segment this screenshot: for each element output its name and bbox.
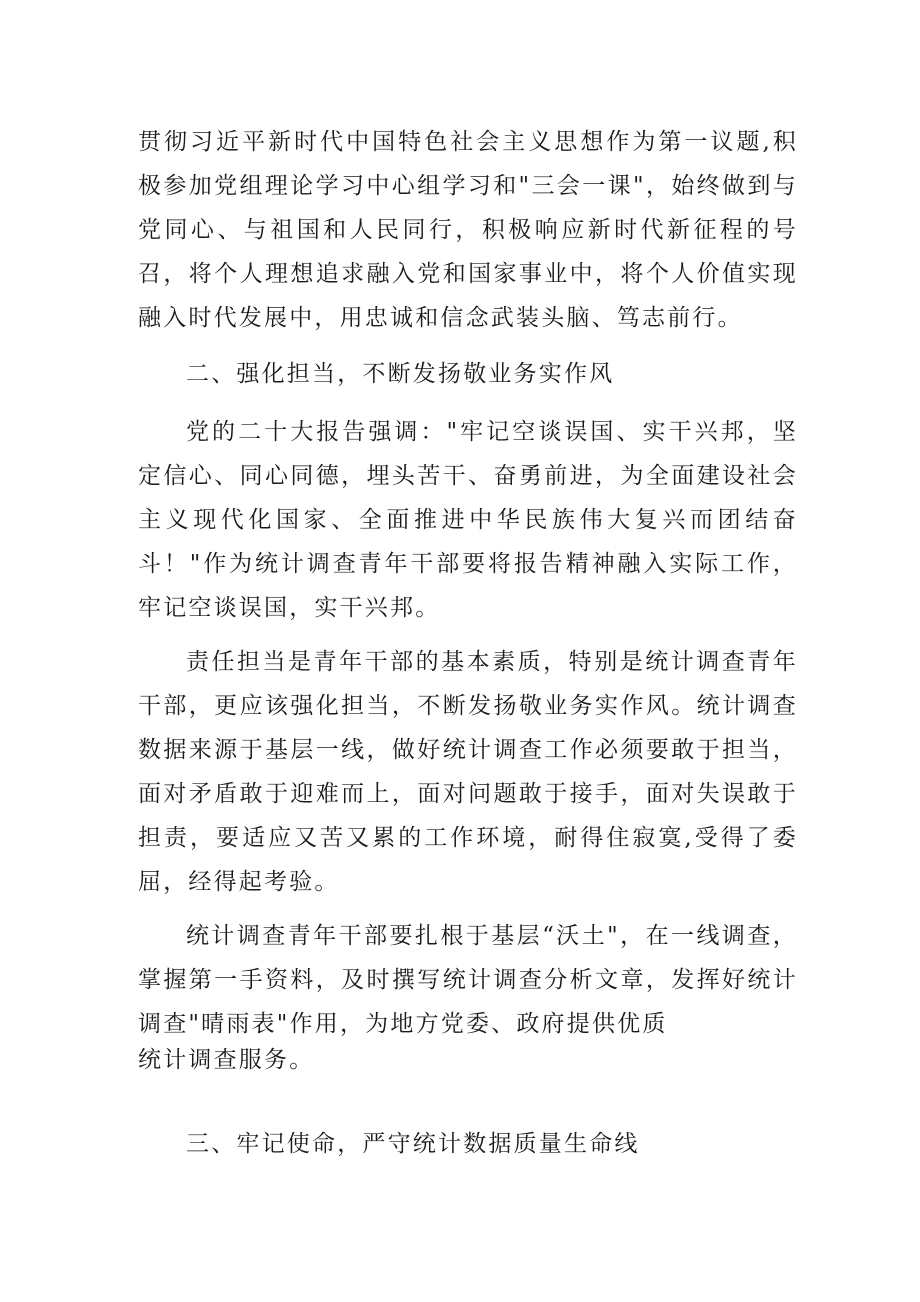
paragraph-3: 责任担当是青年干部的基本素质，特别是统计调查青年干部，更应该强化担当，不断发扬敬业务实作风。统计调查数据来源于基层一线，做好统计调查工作必须要敢于担当，面对矛盾敢于迎难而上，面对问题敢于接手，面对失误敢于担责，要适应又苦又累的工作环境，耐得住寂寞,受得了委屈，经得起考验。 — [138, 649, 798, 895]
paragraph-1: 贯彻习近平新时代中国特色社会主义思想作为第一议题,积极参加党组理论学习中心组学习和"三会一课"，始终做到与党同心、与祖国和人民同行，积极响应新时代新征程的号召，将个人理想追求融入党和国家事业中，将个人价值实现融入时代发展中，用忠诚和信念武装头脑、笃志前行。 — [138, 129, 798, 331]
paragraph-4-continuation: 统计调查服务。 — [138, 1047, 315, 1073]
paragraph-2: 党的二十大报告强调："牢记空谈误国、实干兴邦，坚定信心、同心同德，埋头苦干、奋勇前进，为全面建设社会主义现代化国家、全面推进中华民族伟大复兴而团结奋斗！"作为统计调查青年干部要将报告精神融入实际工作，牢记空谈误国，实干兴邦。 — [138, 419, 798, 621]
section-heading-2: 二、强化担当，不断发扬敬业务实作风 — [186, 361, 615, 387]
section-heading-3: 三、牢记使命，严守统计数据质量生命线 — [186, 1131, 640, 1157]
paragraph-4: 统计调查青年干部要扎根于基层“沃土"，在一线调查，掌握第一手资料，及时撰写统计调查分析文章，发挥好统计调查"晴雨表"作用，为地方党委、政府提供优质 — [138, 923, 798, 1037]
